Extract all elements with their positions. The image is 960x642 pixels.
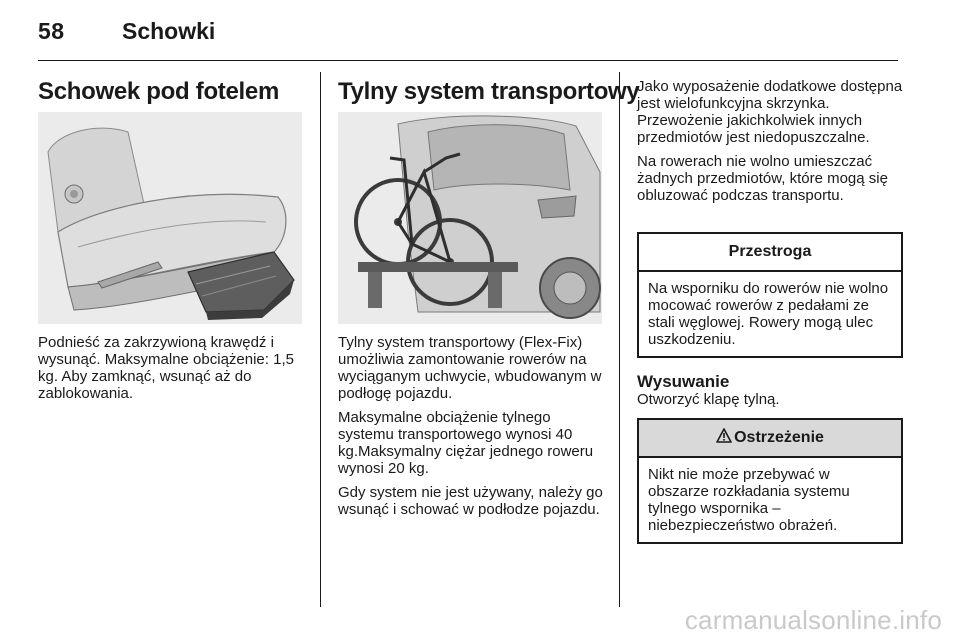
- carrier-paragraph-2: Maksymalne obciążenie tylnego systemu transportowego wynosi 40 kg.Maksymalny ciężar jednego roweru wynosi 20 kg.: [338, 409, 594, 477]
- column-divider-2: [619, 72, 620, 607]
- col2-text: [338, 334, 610, 518]
- seat-storage-paragraph: Podnieść za zakrzywioną krawędź i wysunąć. Maksymalne obciążenie: 1,5 kg. Aby zamknąć, wsunąć aż do zablokowania.: [38, 334, 294, 402]
- warning-box: [637, 418, 903, 544]
- warning-title: Ostrzeżenie: [734, 429, 824, 446]
- warning-body: Nikt nie może przebywać w obszarze rozkładania systemu tylnego wspornika – niebezpieczeństwo obrażeń.: [648, 466, 850, 534]
- subheading-extending: Wysuwanie: [637, 372, 730, 391]
- carrier-paragraph-1: Tylny system transportowy (Flex-Fix) umożliwia zamontowanie rowerów na wyciąganym uchwycie, wbudowanym w podłogę pojazdu.: [338, 334, 602, 402]
- col3-paragraph-1: Jako wyposażenie dodatkowe dostępna jest wielofunkcyjna skrzynka. Przewożenie jakichkolwiek innych przedmiotów jest niedopuszczalne.: [637, 78, 903, 146]
- header-rule: [38, 60, 898, 61]
- column-divider-1: [320, 72, 321, 607]
- figure-under-seat-drawer: [38, 112, 302, 324]
- page-number: 58: [38, 18, 65, 44]
- col3-intro: [637, 78, 907, 204]
- figure-rear-bike-carrier: [338, 112, 602, 324]
- warning-title-bar: [639, 420, 901, 458]
- caution-title: Przestroga: [639, 234, 901, 272]
- warning-triangle-icon: [716, 428, 732, 448]
- col1-text: [38, 334, 308, 402]
- carrier-paragraph-3: Gdy system nie jest używany, należy go wsunąć i schować w podłodze pojazdu.: [338, 484, 603, 518]
- section-heading-rear-carrier: Tylny system transportowy: [338, 78, 640, 105]
- subheading-instruction: Otworzyć klapę tylną.: [637, 391, 780, 408]
- col3-paragraph-2: Na rowerach nie wolno umieszczać żadnych przedmiotów, które mogą się obluzować podczas transportu.: [637, 153, 888, 204]
- section-heading-seat-storage: Schowek pod fotelem: [38, 78, 280, 105]
- caution-body: Na wsporniku do rowerów nie wolno mocować rowerów z pedałami ze stali węglowej. Rowery mogą ulec uszkodzeniu.: [648, 280, 889, 348]
- caution-box: [637, 232, 903, 358]
- watermark: carmanualsonline.info: [684, 605, 942, 635]
- running-title: Schowki: [122, 18, 216, 44]
